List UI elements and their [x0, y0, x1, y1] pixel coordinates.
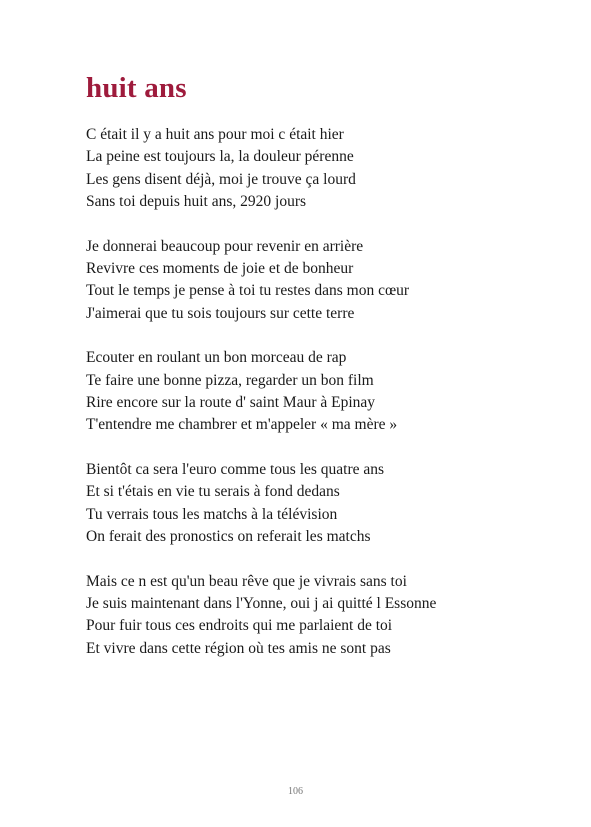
poem-line: La peine est toujours la, la douleur pérenne: [86, 148, 354, 166]
poem-line: Les gens disent déjà, moi je trouve ça lourd: [86, 170, 356, 188]
poem-line: Ecouter en roulant un bon morceau de rap: [86, 349, 347, 367]
poem-line: Revivre ces moments de joie et de bonheur: [86, 260, 354, 278]
stanza-4: [86, 459, 556, 549]
poem-line: On ferait des pronostics on referait les matchs: [86, 528, 371, 546]
poem-line: Tout le temps je pense à toi tu restes dans mon cœur: [86, 282, 410, 300]
poem-line: Je donnerai beaucoup pour revenir en arrière: [86, 237, 364, 255]
page-number: 106: [288, 786, 303, 797]
poem-line: Rire encore sur la route d' saint Maur à Epinay: [86, 394, 376, 412]
poem-line: Mais ce n est qu'un beau rêve que je vivrais sans toi: [86, 572, 407, 590]
stanza-5: [86, 571, 556, 661]
poem-line: Je suis maintenant dans l'Yonne, oui j ai quitté l Essonne: [86, 594, 437, 612]
poem-line: Et si t'étais en vie tu serais à fond dedans: [86, 483, 340, 501]
poem-title: huit ans: [86, 72, 187, 104]
poem-line: Bientôt ca sera l'euro comme tous les quatre ans: [86, 460, 385, 478]
stanza-1: [86, 124, 556, 214]
stanza-3: [86, 347, 556, 437]
poem-line: T'entendre me chambrer et m'appeler « ma mère »: [86, 416, 398, 434]
poem-body: [86, 124, 556, 682]
poem-line: Et vivre dans cette région où tes amis ne sont pas: [86, 639, 391, 657]
poem-line: Tu verrais tous les matchs à la télévision: [86, 505, 338, 523]
poem-line: J'aimerai que tu sois toujours sur cette terre: [86, 304, 355, 322]
poem-line: C était il y a huit ans pour moi c était hier: [86, 126, 344, 143]
poem-line: Te faire une bonne pizza, regarder un bon film: [86, 371, 374, 389]
stanza-2: [86, 236, 556, 326]
poem-line: Sans toi depuis huit ans, 2920 jours: [86, 193, 307, 211]
poem-line: Pour fuir tous ces endroits qui me parlaient de toi: [86, 617, 393, 635]
